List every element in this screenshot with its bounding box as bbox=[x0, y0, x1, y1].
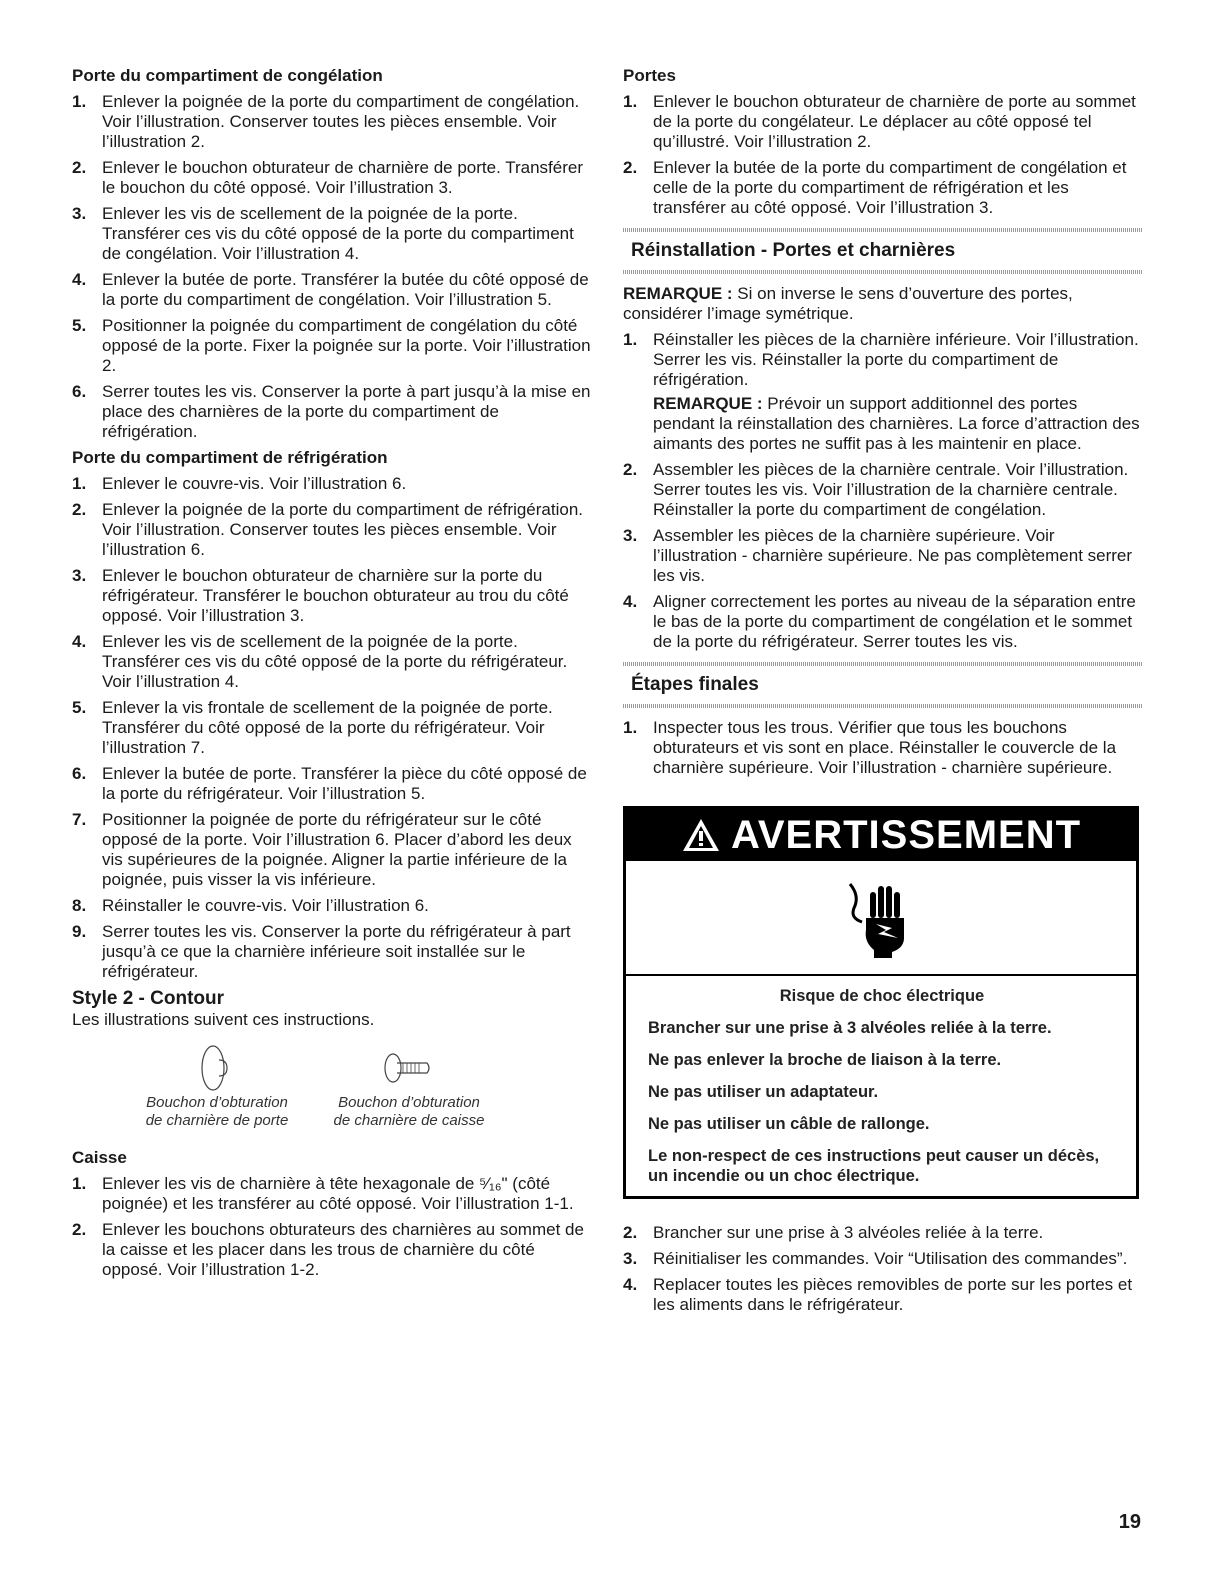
step-text: Enlever la poignée de la porte du compartiment de congélation. Voir l’illustration. Conserver toutes les pièces ensemble. Voir l’illustration 2. bbox=[102, 92, 580, 151]
page-number: 19 bbox=[1118, 1511, 1141, 1533]
note-text: Si on inverse le sens d’ouverture des portes, considérer l’image symétrique. bbox=[623, 284, 1073, 323]
step-text: Enlever les vis de charnière à tête hexagonale de ⁵⁄₁₆" (côté poignée) et les transférer au côté opposé. Voir l’illustration 1-1. bbox=[102, 1174, 574, 1213]
reinstall-steps bbox=[623, 330, 1143, 652]
list-item bbox=[72, 896, 592, 916]
step-text: Réinstaller les pièces de la charnière inférieure. Voir l’illustration. Serrer les vis. Réinstaller la porte du compartiment de réfrigération. bbox=[653, 330, 1139, 389]
list-item bbox=[623, 526, 1143, 586]
caption-line: Bouchon d’obturation bbox=[338, 1094, 480, 1111]
step-text: Enlever les vis de scellement de la poignée de la porte. Transférer ces vis du côté opposé de la porte du compartiment de congélation. Voir l’illustration 4. bbox=[102, 204, 574, 263]
list-item bbox=[72, 382, 592, 442]
list-item bbox=[72, 316, 592, 376]
step-number: 2. bbox=[623, 460, 638, 479]
step-number: 2. bbox=[72, 1220, 87, 1239]
cabinet-hinge-plug-icon bbox=[369, 1040, 449, 1094]
final-steps bbox=[623, 718, 1143, 778]
step-number: 2. bbox=[623, 158, 638, 177]
warning-banner bbox=[626, 809, 1136, 861]
door-hinge-plug-icon bbox=[187, 1040, 247, 1094]
step-number: 1. bbox=[623, 330, 638, 349]
warning-line: Brancher sur une prise à 3 alvéoles reliée à la terre. bbox=[648, 1019, 1052, 1037]
list-item bbox=[72, 764, 592, 804]
warning-line: Ne pas enlever la broche de liaison à la terre. bbox=[648, 1051, 1002, 1069]
cabinet-steps bbox=[72, 1174, 592, 1280]
step-text: Enlever la vis frontale de scellement de la poignée de porte. Transférer du côté opposé de la porte du réfrigérateur. Voir l’illustration 7. bbox=[102, 698, 553, 757]
step-text: Enlever le couvre-vis. Voir l’illustration 6. bbox=[102, 474, 407, 493]
warning-banner-text: AVERTISSEMENT bbox=[730, 813, 1082, 857]
list-item bbox=[72, 270, 592, 310]
divider bbox=[623, 270, 1143, 274]
warning-body bbox=[626, 976, 1136, 1196]
caption-line: de charnière de porte bbox=[145, 1112, 289, 1129]
list-item bbox=[72, 922, 592, 982]
door-hinge-plug-part bbox=[132, 1040, 302, 1130]
step-text: Enlever le bouchon obturateur de charnière sur la porte du réfrigérateur. Transférer le bouchon obturateur au trou du côté opposé. Voir l’illustration 3. bbox=[102, 566, 569, 625]
caption-line: de charnière de caisse bbox=[333, 1112, 485, 1129]
step-number: 3. bbox=[72, 566, 87, 585]
step-text: Assembler les pièces de la charnière supérieure. Voir l’illustration - charnière supérieure. Ne pas complètement serrer les vis. bbox=[653, 526, 1133, 585]
final-section-header bbox=[623, 662, 1143, 708]
step-number: 8. bbox=[72, 896, 87, 915]
step-number: 5. bbox=[72, 316, 87, 335]
step-number: 4. bbox=[623, 1275, 638, 1294]
list-item bbox=[623, 92, 1143, 152]
note-label: REMARQUE : bbox=[623, 284, 733, 303]
step-number: 2. bbox=[623, 1223, 638, 1242]
reinstall-heading: Réinstallation - Portes et charnières bbox=[631, 240, 956, 261]
warning-line: Ne pas utiliser un adaptateur. bbox=[648, 1083, 879, 1101]
step-text: Enlever la butée de la porte du compartiment de congélation et celle de la porte du compartiment de réfrigération et les transférer au côté opposé. Voir l’illustration 3. bbox=[653, 158, 1127, 217]
freezer-door-steps bbox=[72, 92, 592, 442]
note-label: REMARQUE : bbox=[653, 394, 763, 413]
step-text: Enlever les vis de scellement de la poignée de la porte. Transférer ces vis du côté opposé de la porte du réfrigérateur. Voir l’illustration 4. bbox=[102, 632, 568, 691]
list-item bbox=[623, 1223, 1143, 1243]
cabinet-heading: Caisse bbox=[72, 1148, 127, 1167]
step-text: Assembler les pièces de la charnière centrale. Voir l’illustration. Serrer toutes les vis. Voir l’illustration de la charnière centrale. Réinstaller la porte du compartiment de congélation. bbox=[653, 460, 1129, 519]
step-number: 3. bbox=[623, 526, 638, 545]
step-number: 9. bbox=[72, 922, 87, 941]
step-number: 1. bbox=[72, 92, 87, 111]
step-number: 4. bbox=[623, 592, 638, 611]
list-item bbox=[72, 204, 592, 264]
final-heading: Étapes finales bbox=[631, 674, 759, 695]
step-text: Aligner correctement les portes au niveau de la séparation entre le bas de la porte du compartiment de congélation et le sommet de la porte du réfrigérateur. Serrer toutes les vis. bbox=[653, 592, 1136, 651]
step-text: Réinitialiser les commandes. Voir “Utilisation des commandes”. bbox=[653, 1249, 1128, 1268]
warning-title: Risque de choc électrique bbox=[779, 987, 985, 1005]
step-number: 2. bbox=[72, 158, 87, 177]
list-item bbox=[72, 92, 592, 152]
step-number: 5. bbox=[72, 698, 87, 717]
step-text: Serrer toutes les vis. Conserver la porte du réfrigérateur à part jusqu’à ce que la charnière inférieure soit installée sur le réfrigérateur. bbox=[102, 922, 571, 981]
list-item bbox=[72, 1220, 592, 1280]
list-item bbox=[623, 158, 1143, 218]
list-item bbox=[623, 460, 1143, 520]
step-number: 1. bbox=[72, 474, 87, 493]
list-item bbox=[72, 698, 592, 758]
list-item bbox=[72, 1174, 592, 1214]
step-text: Enlever les bouchons obturateurs des charnières au sommet de la caisse et les placer dans les trous de charnière du côté opposé. Voir l’illustration 1-2. bbox=[102, 1220, 584, 1279]
step-number: 3. bbox=[623, 1249, 638, 1268]
note-text: Prévoir un support additionnel des portes pendant la réinstallation des charnières. La force d’attraction des aimants des portes ne suffit pas à les maintenir en place. bbox=[653, 394, 1140, 453]
style2-intro: Les illustrations suivent ces instructions. bbox=[72, 1010, 375, 1029]
step-number: 6. bbox=[72, 382, 87, 401]
list-item bbox=[623, 592, 1143, 652]
hinge-plugs-figure bbox=[72, 1040, 592, 1136]
step-text: Enlever la butée de porte. Transférer la pièce du côté opposé de la porte du réfrigérateur. Voir l’illustration 5. bbox=[102, 764, 587, 803]
divider bbox=[623, 704, 1143, 708]
style2-heading: Style 2 - Contour bbox=[72, 988, 225, 1009]
caption-line: Bouchon d’obturation bbox=[146, 1094, 288, 1111]
step-text: Enlever la butée de porte. Transférer la butée du côté opposé de la porte du compartiment de congélation. Voir l’illustration 5. bbox=[102, 270, 589, 309]
step-number: 2. bbox=[72, 500, 87, 519]
step-number: 1. bbox=[623, 92, 638, 111]
step-number: 1. bbox=[623, 718, 638, 737]
final-steps-continued bbox=[623, 1223, 1143, 1315]
list-item bbox=[623, 1275, 1143, 1315]
list-item bbox=[72, 566, 592, 626]
left-column bbox=[72, 66, 592, 1286]
warning-triangle-icon bbox=[681, 817, 721, 853]
step-text: Enlever la poignée de la porte du compartiment de réfrigération. Voir l’illustration. Conserver toutes les pièces ensemble. Voir l’illustration 6. bbox=[102, 500, 584, 559]
step-text: Enlever le bouchon obturateur de charnière de porte. Transférer le bouchon du côté opposé. Voir l’illustration 3. bbox=[102, 158, 584, 197]
step-number: 4. bbox=[72, 632, 87, 651]
step-text: Réinstaller le couvre-vis. Voir l’illustration 6. bbox=[102, 896, 429, 915]
list-item bbox=[72, 158, 592, 198]
list-item bbox=[72, 632, 592, 692]
warning-line: Le non-respect de ces instructions peut causer un décès, un incendie ou un choc électrique. bbox=[648, 1147, 1100, 1185]
list-item bbox=[72, 810, 592, 890]
list-item bbox=[623, 718, 1143, 778]
doors-steps bbox=[623, 92, 1143, 218]
freezer-door-heading: Porte du compartiment de congélation bbox=[72, 66, 383, 85]
step-number: 3. bbox=[72, 204, 87, 223]
step-text: Positionner la poignée du compartiment de congélation du côté opposé de la porte. Fixer la poignée sur la porte. Voir l’illustration 2. bbox=[102, 316, 591, 375]
reinstall-section-header bbox=[623, 228, 1143, 274]
step-text: Replacer toutes les pièces removibles de porte sur les portes et les aliments dans le réfrigérateur. bbox=[653, 1275, 1133, 1314]
step-number: 6. bbox=[72, 764, 87, 783]
warning-box bbox=[623, 806, 1139, 1199]
reinstall-note bbox=[623, 284, 1143, 324]
cabinet-hinge-plug-part bbox=[324, 1040, 494, 1130]
step-text: Serrer toutes les vis. Conserver la porte à part jusqu’à la mise en place des charnières de la porte du compartiment de réfrigération. bbox=[102, 382, 591, 441]
list-item bbox=[623, 1249, 1143, 1269]
step-number: 4. bbox=[72, 270, 87, 289]
list-item bbox=[623, 330, 1143, 454]
divider bbox=[623, 662, 1143, 666]
step-text: Positionner la poignée de porte du réfrigérateur sur le côté opposé de la porte. Voir l’illustration 6. Placer d’abord les deux vis supérieures de la poignée. Aligner la partie inférieure de la poignée, puis visser la vis inférieure. bbox=[102, 810, 572, 889]
step-text: Inspecter tous les trous. Vérifier que tous les bouchons obturateurs et vis sont en place. Réinstaller le couvercle de la charnière supérieure. Voir l’illustration - charnière supérieure. bbox=[653, 718, 1117, 777]
warning-icon-zone bbox=[626, 861, 1136, 976]
step-number: 7. bbox=[72, 810, 87, 829]
electric-shock-hand-icon bbox=[846, 878, 916, 958]
divider bbox=[623, 228, 1143, 232]
list-item bbox=[72, 474, 592, 494]
step-note bbox=[653, 394, 1143, 454]
list-item bbox=[72, 500, 592, 560]
right-column bbox=[623, 66, 1143, 1321]
step-text: Enlever le bouchon obturateur de charnière de porte au sommet de la porte du congélateur. Le déplacer au côté opposé tel qu’illustré. Voir l’illustration 2. bbox=[653, 92, 1136, 151]
fridge-door-heading: Porte du compartiment de réfrigération bbox=[72, 448, 388, 467]
warning-line: Ne pas utiliser un câble de rallonge. bbox=[648, 1115, 930, 1133]
doors-heading: Portes bbox=[623, 66, 676, 85]
step-number: 1. bbox=[72, 1174, 87, 1193]
fridge-door-steps bbox=[72, 474, 592, 982]
step-text: Brancher sur une prise à 3 alvéoles reliée à la terre. bbox=[653, 1223, 1044, 1242]
